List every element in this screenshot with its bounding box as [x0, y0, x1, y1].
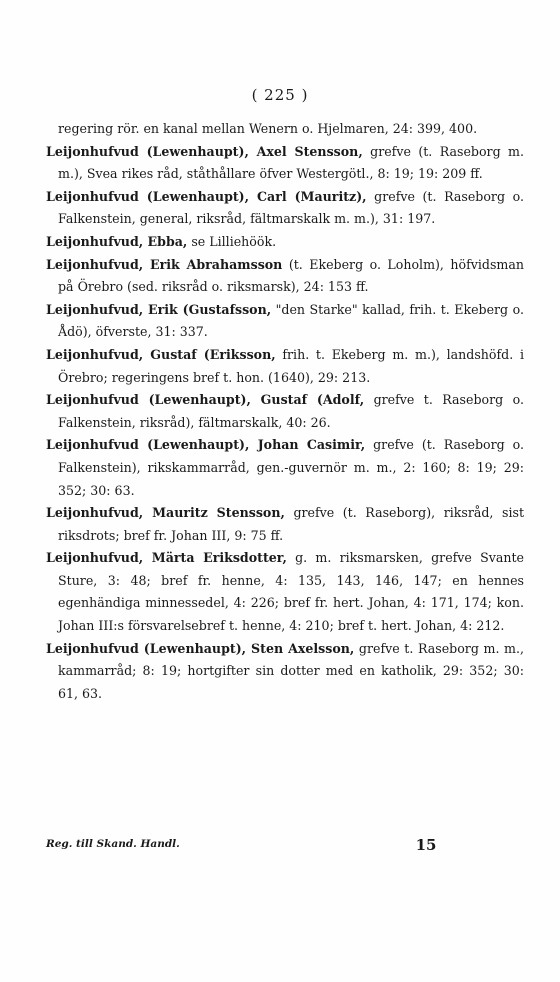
entry-name: Leijonhufvud (Lewenhaupt), Johan Casimir, [46, 437, 366, 453]
entry-name: Leijonhufvud (Lewenhaupt), Gustaf (Adolf, [46, 392, 365, 408]
entry-text: "den Starke" kallad, frih. t. Ekeberg o. Ådö), öfverste, 31: 337. [58, 301, 524, 340]
entry-text: grefve (t. Raseborg o. Falkenstein, general, riksråd, fältmarskalk m. m.), 31: 197. [58, 188, 524, 227]
register-entry [46, 118, 524, 141]
register-entry [46, 547, 524, 637]
entry-name: Leijonhufvud, Gustaf (Eriksson, [46, 346, 276, 362]
entry-name: Leijonhufvud, Mauritz Stensson, [46, 505, 285, 521]
register-entry [46, 638, 524, 706]
register-entry [46, 299, 524, 344]
entry-text: grefve t. Raseborg o. Falkenstein, riksråd), fältmarskalk, 40: 26. [58, 392, 524, 430]
signature-mark: 15 [415, 836, 437, 854]
entry-text: (t. Ekeberg o. Loholm), höfvidsman på Örebro (sed. riksråd o. riksmarsk), 24: 153 ff. [58, 256, 524, 295]
register-entries [46, 118, 524, 705]
entry-name: Leijonhufvud, Märta Eriksdotter, [46, 550, 287, 566]
entry-name: Leijonhufvud (Lewenhaupt), Sten Axelsson, [46, 640, 355, 656]
register-entry [46, 502, 524, 547]
entry-text: g. m. riksmarsken, grefve Svante Sture, 3: 48; bref fr. henne, 4: 135, 143, 146, 147; en hennes egenhändiga minnessedel, 4: 226; bref fr. hert. Johan, 4: 171, 174; kon. Johan III:s försvarelsebref t. henne, 4: 210; bref t. hert. Johan, 4: 212. [58, 550, 524, 634]
page-header: ( 225 ) [251, 86, 309, 104]
entry-text: regering rör. en kanal mellan Wenern o. Hjelmaren, 24: 399, 400. [58, 121, 478, 136]
entry-text: frih. t. Ekeberg m. m.), landshöfd. i Örebro; regeringens bref t. hon. (1640), 29: 213. [58, 346, 524, 385]
entry-name: Leijonhufvud, Erik Abrahamsson [46, 256, 283, 272]
entry-name: Leijonhufvud, Ebba, [46, 233, 188, 249]
register-entry [46, 434, 524, 502]
register-entry [46, 141, 524, 186]
register-entry [46, 389, 524, 434]
entry-text: grefve (t. Raseborg o. Falkenstein), rikskammarråd, gen.-guvernör m. m., 2: 160; 8: 19; 29: 352; 30: 63. [58, 437, 524, 498]
entry-text: grefve (t. Raseborg m. m.), Svea rikes råd, ståthållare öfver Westergötl., 8: 19; 19: 209 ff. [58, 143, 524, 182]
register-entry [46, 254, 524, 299]
entry-name: Leijonhufvud (Lewenhaupt), Axel Stensson, [46, 143, 363, 159]
page-footer: Reg. till Skand. Handl. [46, 838, 180, 850]
entry-text: grefve (t. Raseborg), riksråd, sist riksdrots; bref fr. Johan III, 9: 75 ff. [58, 505, 524, 543]
register-entry [46, 344, 524, 389]
register-entry [46, 231, 524, 254]
register-entry [46, 186, 524, 231]
entry-name: Leijonhufvud, Erik (Gustafsson, [46, 301, 272, 317]
entry-text: grefve t. Raseborg m. m., kammarråd; 8: 19; hortgifter sin dotter med en katholik, 29: 352; 30: 61, 63. [58, 640, 524, 701]
entry-text: se Lilliehöök. [191, 233, 277, 249]
entry-name: Leijonhufvud (Lewenhaupt), Carl (Mauritz), [46, 188, 367, 204]
